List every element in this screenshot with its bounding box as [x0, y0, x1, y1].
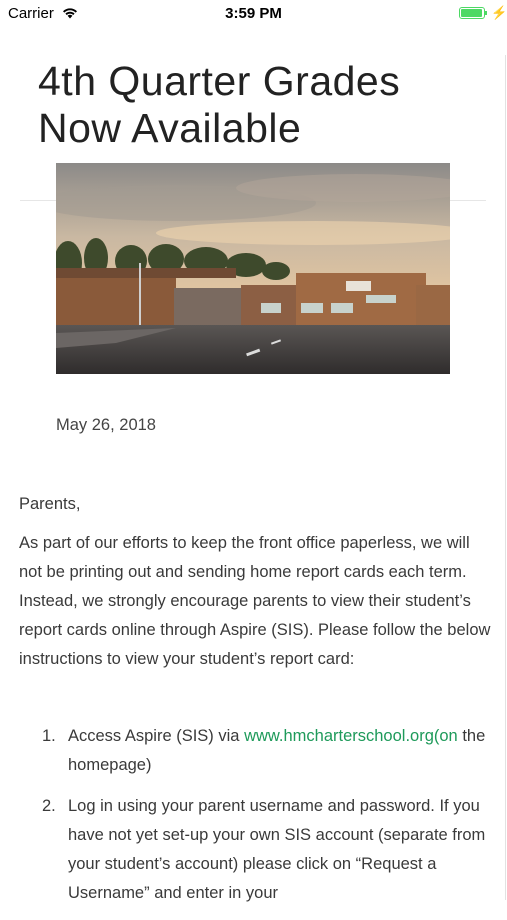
carrier-label: Carrier [8, 5, 54, 22]
article-title: 4th Quarter Grades Now Available [38, 58, 401, 151]
list-item-text [68, 722, 488, 780]
step-text-before-link: Access Aspire (SIS) via [68, 727, 245, 745]
list-item-number: 2. [42, 797, 56, 815]
hero-image-school-building [56, 163, 450, 374]
list-item [0, 722, 507, 780]
instructions-list [0, 722, 507, 920]
list-item-text: Log in using your parent username and password. If you have not yet set-up your own SIS account (separate from your student’s account) please click on “Request a Username” and enter in your [68, 797, 486, 902]
school-website-link[interactable]: www.hmcharterschool.org(on [244, 727, 458, 745]
charging-bolt-icon: ⚡ [491, 5, 507, 20]
step-text-after-link: the homepage) [68, 727, 486, 774]
list-item-number: 1. [42, 727, 56, 745]
article-date: May 26, 2018 [56, 416, 156, 434]
intro-paragraph: As part of our efforts to keep the front office paperless, we will not be printing out and sending home report cards each term. Instead, we strongly encourage parents to view their student’s report cards online through Aspire (SIS). Please follow the below instructions to view your student’s report card: [19, 534, 491, 668]
battery-level-fill [461, 9, 482, 17]
battery-icon [459, 7, 485, 19]
greeting-paragraph: Parents, [19, 495, 81, 513]
battery-tip [485, 11, 487, 15]
status-bar [0, 0, 507, 28]
clock-time: 3:59 PM [225, 5, 282, 22]
list-item [0, 792, 507, 908]
